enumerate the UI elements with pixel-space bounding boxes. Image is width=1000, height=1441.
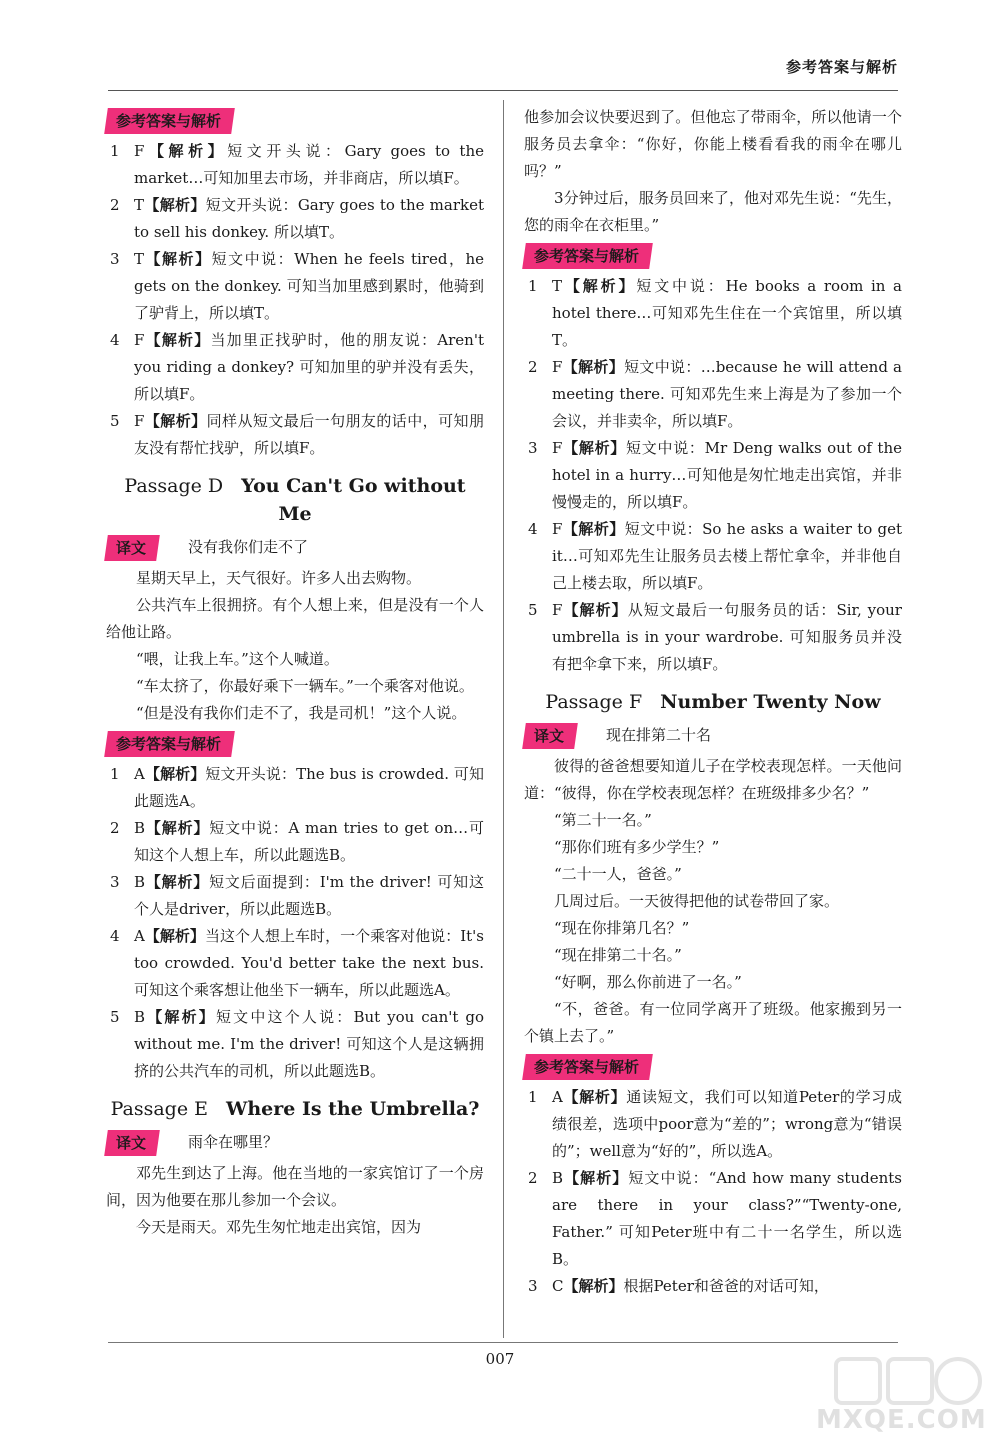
translation-paragraph: 公共汽车上很拥挤。有个人想上来，但是没有一个人给他让路。 <box>106 596 484 641</box>
answer-item <box>106 761 484 815</box>
answer-number: 1 <box>110 765 120 783</box>
answer-text <box>134 246 484 327</box>
analysis-keyword: 【解析】 <box>144 331 211 349</box>
answer-letter: F <box>552 601 563 619</box>
answer-number: 4 <box>110 331 120 349</box>
passage-label: Passage F <box>545 691 643 713</box>
answer-item <box>106 327 484 408</box>
analysis-keyword: 【解析】 <box>145 873 210 891</box>
answer-text <box>552 435 902 516</box>
answer-item <box>106 138 484 192</box>
analysis-keyword: 【解析】 <box>144 250 212 268</box>
answer-text <box>134 923 484 1004</box>
answer-item <box>106 869 484 923</box>
answer-text <box>134 761 484 815</box>
translation-title: 没有我你们走不了 <box>188 538 309 556</box>
translation-tag: 译文 <box>104 1130 160 1156</box>
answer-explanation: 短文开头说：Gary goes to the market…可知加里去市场，并非商店，所以填F。 <box>134 142 484 187</box>
answer-text <box>552 1084 902 1165</box>
answer-number: 4 <box>110 927 120 945</box>
translation-paragraph: “但是没有我你们走不了，我是司机！”这个人说。 <box>136 704 467 722</box>
analysis-keyword: 【解析】 <box>562 1088 627 1106</box>
answer-explanation: 短文中说：When he feels tired，he gets on the donkey. 可知当加里感到累时，他骑到了驴背上，所以填T。 <box>134 250 484 322</box>
answer-letter: C <box>552 1277 564 1295</box>
answer-letter: B <box>134 873 146 891</box>
translation-e <box>106 1160 484 1241</box>
answer-number: 1 <box>528 1088 538 1106</box>
translation-paragraph: “车太挤了，你最好乘下一辆车。”一个乘客对他说。 <box>136 677 474 695</box>
passage-f-heading <box>524 688 902 716</box>
analysis-keyword: 【解析】 <box>144 142 228 160</box>
page-header-title: 参考答案与解析 <box>785 58 898 76</box>
answer-letter: F <box>552 439 563 457</box>
answer-number: 2 <box>110 196 120 214</box>
analysis-keyword: 【解析】 <box>563 1277 624 1295</box>
translation-paragraph: “喂，让我上车。”这个人喊道。 <box>136 650 339 668</box>
analysis-keyword: 【解析】 <box>144 196 206 214</box>
analysis-keyword: 【解析】 <box>144 765 206 783</box>
translation-paragraph: “好啊，那么你前进了一名。” <box>554 973 742 991</box>
answer-list-f <box>524 1084 902 1300</box>
answer-text <box>134 138 484 192</box>
translation-paragraph: 邓先生到达了上海。他在当地的一家宾馆订了一个房间，因为他要在那儿参加一个会议。 <box>106 1164 484 1209</box>
answer-item <box>106 1004 484 1085</box>
header-rule <box>108 90 898 91</box>
analysis-keyword: 【解析】 <box>562 439 627 457</box>
answer-item <box>524 597 902 678</box>
answer-item <box>106 246 484 327</box>
answer-letter: A <box>134 927 145 945</box>
answer-number: 5 <box>528 601 538 619</box>
analysis-keyword: 【解析】 <box>145 819 210 837</box>
answer-item <box>524 1084 902 1165</box>
answer-number: 1 <box>110 142 120 160</box>
answer-text <box>134 327 484 408</box>
analysis-keyword: 【解析】 <box>562 601 628 619</box>
answer-text <box>134 408 484 462</box>
answer-text <box>552 1165 902 1273</box>
answer-number: 3 <box>110 250 120 268</box>
answer-letter: A <box>134 765 145 783</box>
answer-explanation: 短文中这个人说：But you can't go without me. I'm the driver! 可知这个人是这辆拥挤的公共汽车的司机，所以此题选B。 <box>134 1008 484 1080</box>
answer-explanation: 从短文最后一句服务员的话：Sir, your umbrella is in your wardrobe. 可知服务员并没有把伞拿下来，所以填F。 <box>552 601 902 673</box>
answer-letter: T <box>134 196 145 214</box>
translation-paragraph: “第二十一名。” <box>554 811 652 829</box>
answers-tag: 参考答案与解析 <box>522 1054 653 1080</box>
translation-title: 现在排第二十名 <box>606 726 712 744</box>
translation-row <box>524 722 902 749</box>
answer-item <box>106 408 484 462</box>
answer-letter: F <box>552 520 563 538</box>
answer-number: 1 <box>528 277 538 295</box>
answers-tag: 参考答案与解析 <box>104 731 235 757</box>
passage-e-heading <box>106 1095 484 1123</box>
page-number: 007 <box>485 1350 515 1368</box>
analysis-keyword: 【解析】 <box>562 358 625 376</box>
answer-explanation: 短文后面提到：I'm the driver! 可知这个人是driver，所以此题选B。 <box>134 873 484 918</box>
translation-paragraph: “现在排第二十名。” <box>554 946 682 964</box>
answer-item <box>106 815 484 869</box>
analysis-keyword: 【解析】 <box>144 927 205 945</box>
answer-letter: F <box>134 412 145 430</box>
analysis-keyword: 【解析】 <box>562 520 625 538</box>
passage-title: You Can't Go without Me <box>241 475 466 525</box>
answer-explanation: 根据Peter和爸爸的对话可知， <box>623 1277 829 1295</box>
passage-label: Passage E <box>110 1098 208 1120</box>
passage-label: Passage D <box>124 475 224 497</box>
watermark-logo <box>796 1355 986 1435</box>
watermark-site: MXQE.COM <box>816 1405 987 1435</box>
answer-item <box>524 1165 902 1273</box>
translation-d <box>106 565 484 727</box>
translation-tag: 译文 <box>522 723 578 749</box>
answer-text <box>134 192 484 246</box>
answers-tag: 参考答案与解析 <box>522 243 653 269</box>
answer-explanation: 短文开头说：Gary goes to the market to sell his donkey. 所以填T。 <box>134 196 484 241</box>
answer-text <box>552 516 902 597</box>
answer-letter: A <box>552 1088 563 1106</box>
answer-letter: T <box>134 250 145 268</box>
footer-rule <box>108 1342 898 1343</box>
answer-explanation: 当加里正找驴时，他的朋友说：Aren't you riding a donkey? 可知加里的驴并没有丢失，所以填F。 <box>134 331 484 403</box>
answer-number: 5 <box>110 412 120 430</box>
passage-d-heading <box>106 472 484 528</box>
answer-explanation: 短文开头说：The bus is crowded. 可知此题选A。 <box>134 765 484 810</box>
answer-text <box>134 869 484 923</box>
answer-number: 2 <box>528 1169 538 1187</box>
answer-item <box>524 354 902 435</box>
translation-paragraph: “不，爸爸。有一位同学离开了班级。他家搬到另一个镇上去了。” <box>524 1000 902 1045</box>
answer-number: 2 <box>528 358 538 376</box>
translation-paragraph: 彼得的爸爸想要知道儿子在学校表现怎样。一天他问道：“彼得，你在学校表现怎样？在班级排多少名？” <box>524 757 902 802</box>
analysis-keyword: 【解析】 <box>144 412 207 430</box>
passage-title: Number Twenty Now <box>660 691 881 713</box>
translation-paragraph: “现在你排第几名？” <box>554 919 690 937</box>
answer-item <box>524 516 902 597</box>
answer-text <box>134 1004 484 1085</box>
answer-explanation: 短文中说：“And how many students are there in your class?”“Twenty-one, Father.” 可知Peter班中有二十一名学生，所以选B。 <box>552 1169 902 1268</box>
answer-text <box>552 597 902 678</box>
analysis-keyword: 【解析】 <box>562 277 637 295</box>
answer-letter: B <box>134 1008 146 1026</box>
answer-explanation: 当这个人想上车时，一个乘客对他说：It's too crowded. You'd better take the next bus. 可知这个乘客想让他坐下一辆车，所以此题选A。 <box>134 927 484 999</box>
answer-number: 3 <box>528 1277 538 1295</box>
answer-number: 3 <box>110 873 120 891</box>
answer-letter: B <box>552 1169 564 1187</box>
answer-explanation: 短文中说：So he asks a waiter to get it…可知邓先生让服务员去楼上帮忙拿伞，并非他自己上楼去取，所以填F。 <box>552 520 902 592</box>
translation-f <box>524 753 902 1050</box>
right-column <box>524 104 902 1300</box>
translation-tag: 译文 <box>104 535 160 561</box>
answer-explanation: 通读短文，我们可以知道Peter的学习成绩很差，选项中poor意为“差的”；wrong意为“错误的”；well意为“好的”，所以选A。 <box>552 1088 902 1160</box>
translation-paragraph: 今天是雨天。邓先生匆忙地走出宾馆，因为 <box>136 1218 422 1236</box>
watermark-stamp-icon <box>796 1355 986 1411</box>
answer-list-e <box>524 273 902 678</box>
answer-number: 3 <box>528 439 538 457</box>
answer-explanation: 短文中说：Mr Deng walks out of the hotel in a hurry…可知他是匆忙地走出宾馆，并非慢慢走的，所以填F。 <box>552 439 902 511</box>
answer-text <box>552 273 902 354</box>
answer-explanation: 短文中说：A man tries to get on…可知这个人想上车，所以此题选B。 <box>134 819 484 864</box>
answer-letter: F <box>134 142 145 160</box>
translation-row <box>106 1129 484 1156</box>
answer-letter: T <box>552 277 563 295</box>
answers-tag: 参考答案与解析 <box>104 108 235 134</box>
translation-paragraph: “二十一人，爸爸。” <box>554 865 682 883</box>
answer-explanation: 短文中说：He books a room in a hotel there…可知邓先生住在一个宾馆里，所以填T。 <box>552 277 902 349</box>
translation-e-continued <box>524 104 902 239</box>
answer-item <box>106 192 484 246</box>
answer-item <box>524 435 902 516</box>
translation-paragraph: 3分钟过后，服务员回来了，他对邓先生说：“先生，您的雨伞在衣柜里。” <box>524 189 902 234</box>
answer-text <box>552 1273 902 1300</box>
left-column <box>106 104 484 1241</box>
analysis-keyword: 【解析】 <box>145 1008 216 1026</box>
answer-text <box>134 815 484 869</box>
translation-paragraph: “那你们班有多少学生？” <box>554 838 720 856</box>
passage-title: Where Is the Umbrella? <box>226 1098 480 1120</box>
answer-number: 5 <box>110 1008 120 1026</box>
translation-row <box>106 534 484 561</box>
answer-item <box>106 923 484 1004</box>
translation-title: 雨伞在哪里？ <box>188 1133 279 1151</box>
translation-paragraph: 星期天早上，天气很好。许多人出去购物。 <box>136 569 422 587</box>
analysis-keyword: 【解析】 <box>563 1169 629 1187</box>
column-divider <box>503 100 504 1338</box>
translation-paragraph: 他参加会议快要迟到了。但他忘了带雨伞，所以他请一个服务员去拿伞：“你好，你能上楼看看我的雨伞在哪儿吗？” <box>524 108 902 180</box>
answer-number: 4 <box>528 520 538 538</box>
answer-item <box>524 1273 902 1300</box>
answer-list-c <box>106 138 484 462</box>
answer-item <box>524 273 902 354</box>
translation-paragraph: 几周过后。一天彼得把他的试卷带回了家。 <box>554 892 840 910</box>
answer-letter: F <box>134 331 145 349</box>
answer-number: 2 <box>110 819 120 837</box>
answer-letter: B <box>134 819 146 837</box>
answer-explanation: 同样从短文最后一句朋友的话中，可知朋友没有帮忙找驴，所以填F。 <box>134 412 484 457</box>
answer-letter: F <box>552 358 563 376</box>
answer-list-d <box>106 761 484 1085</box>
answer-explanation: 短文中说：…because he will attend a meeting there. 可知邓先生来上海是为了参加一个会议，并非卖伞，所以填F。 <box>552 358 902 430</box>
answer-text <box>552 354 902 435</box>
